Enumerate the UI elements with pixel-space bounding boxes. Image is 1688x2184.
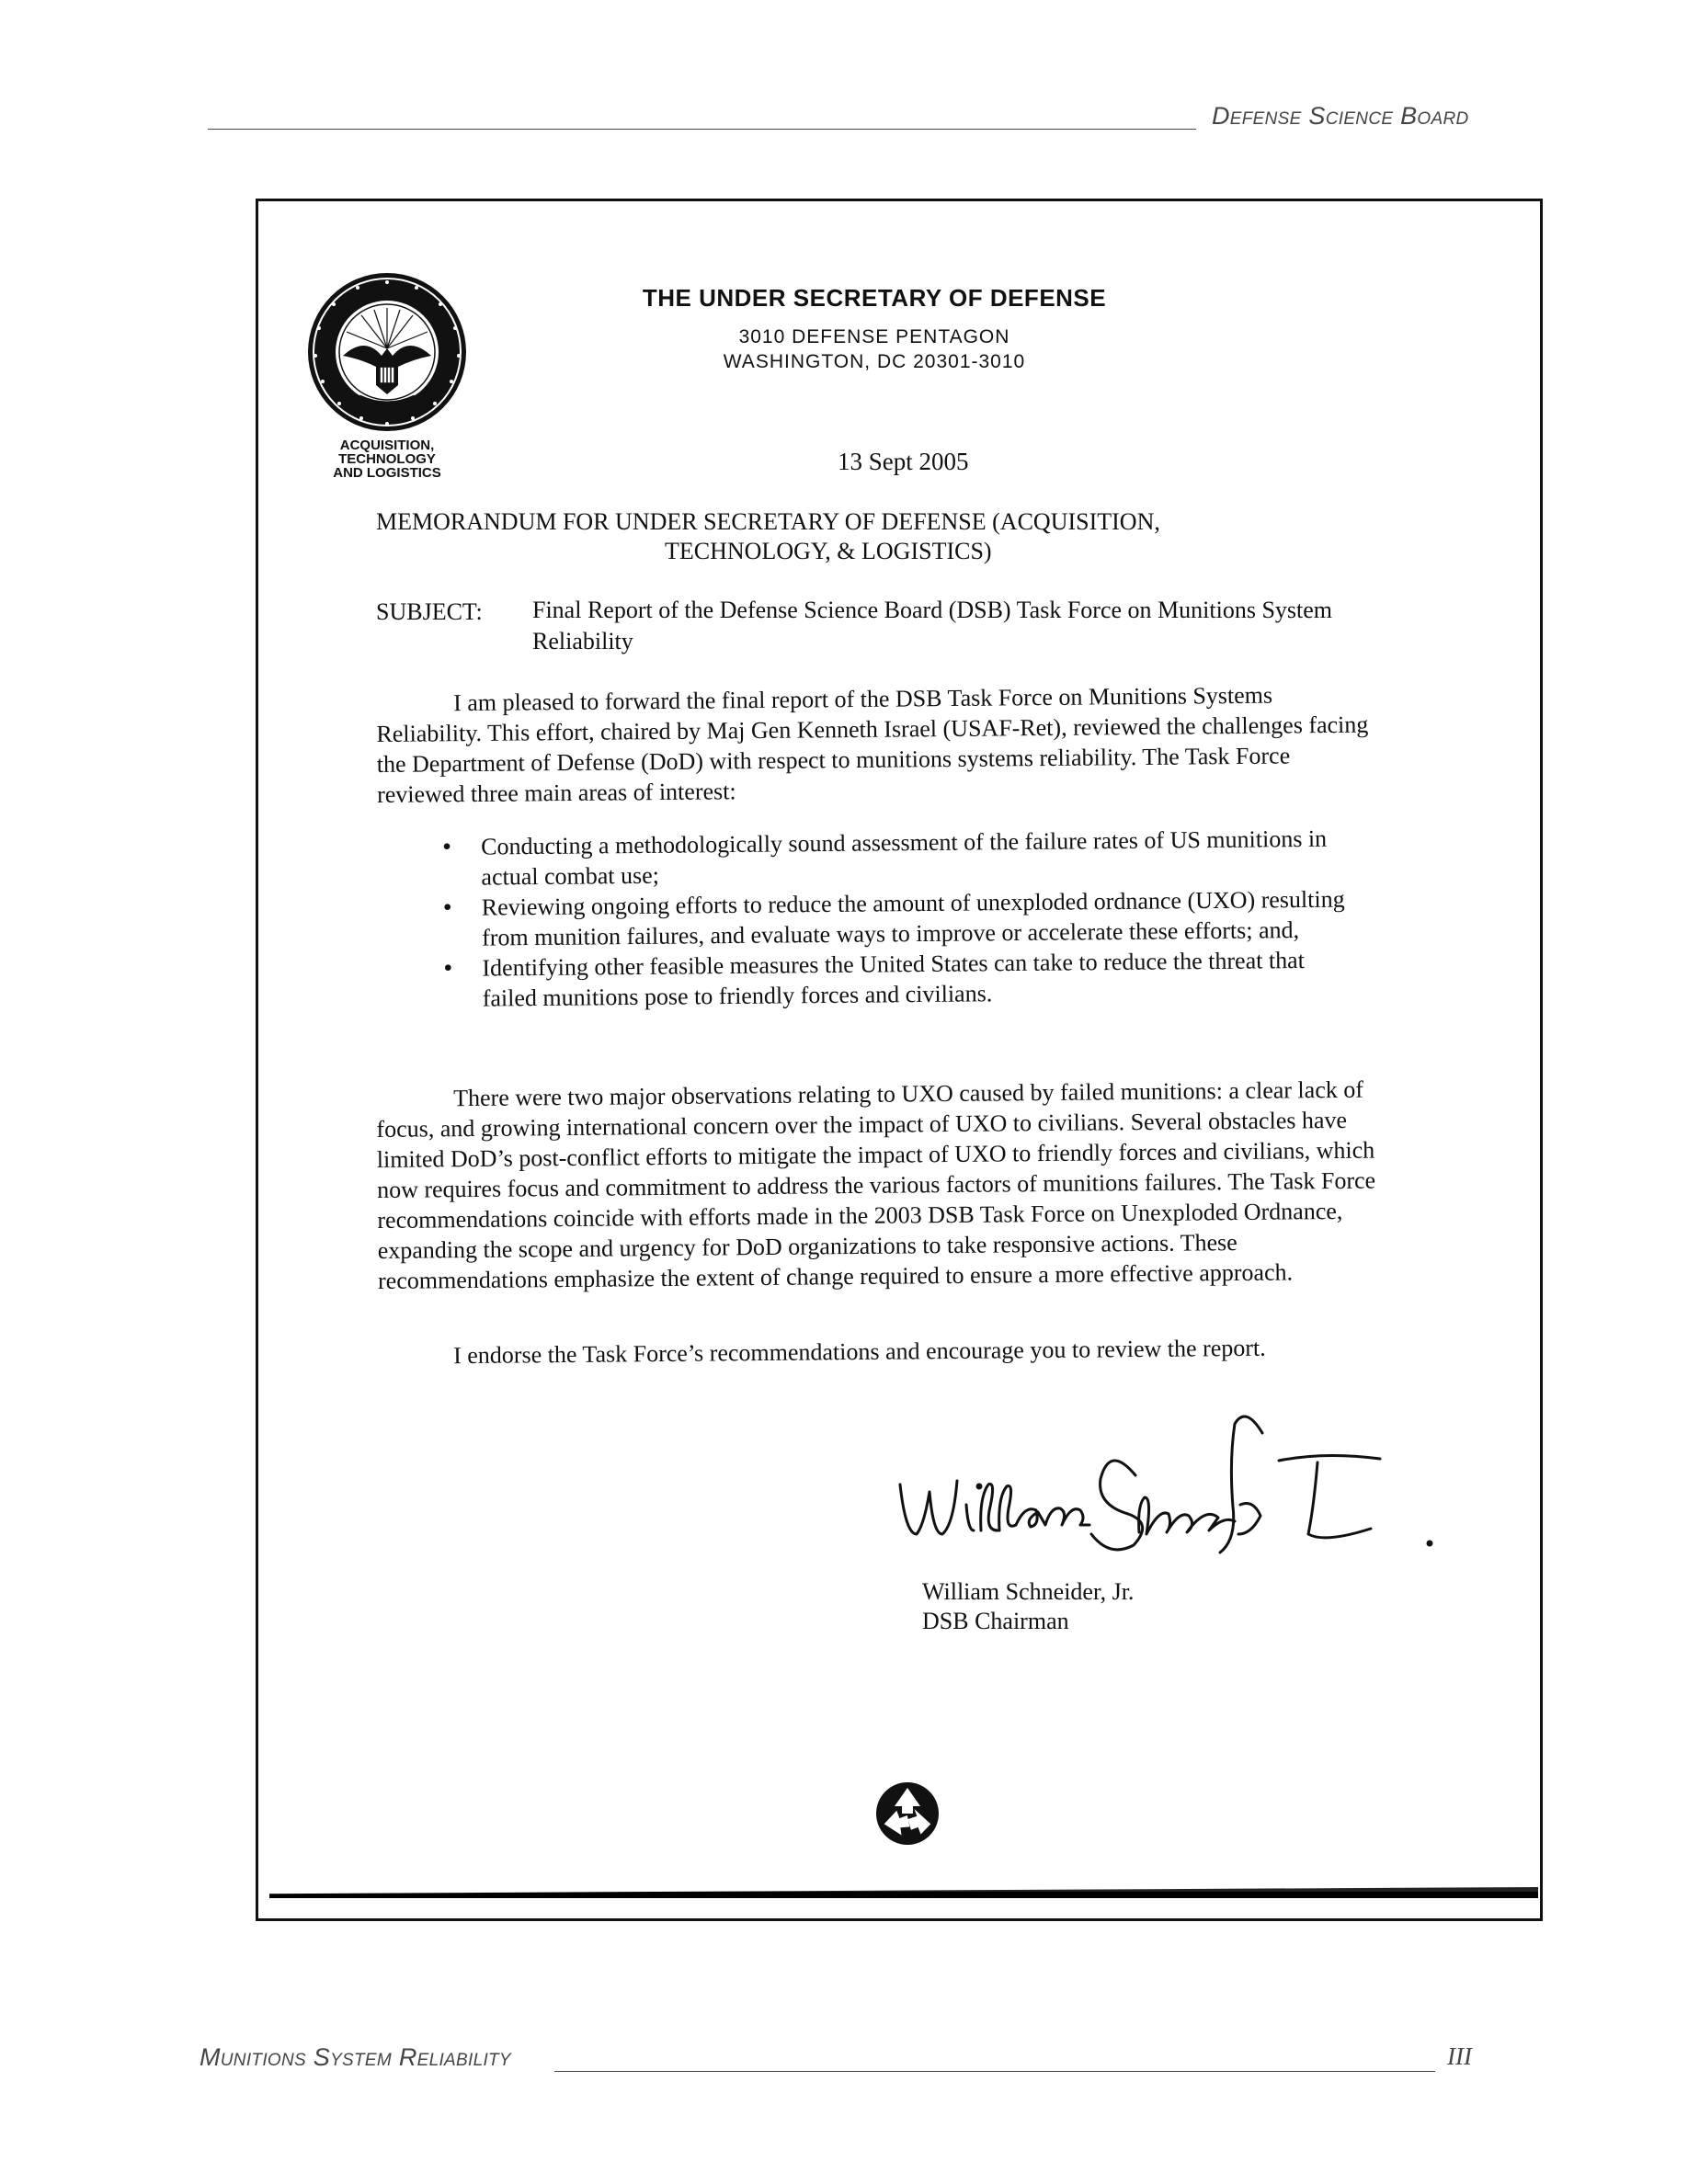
letterhead-address-line: 3010 DEFENSE PENTAGON [738, 326, 1010, 347]
office-line: TECHNOLOGY [338, 451, 436, 467]
office-line: ACQUISITION, [339, 438, 435, 453]
dod-seal-icon [306, 271, 468, 433]
header-rule [208, 129, 1196, 130]
memo-for-line: MEMORANDUM FOR UNDER SECRETARY OF DEFENSE (ACQUISITION, [376, 508, 1160, 535]
interest-areas-list [442, 823, 1363, 1014]
letterhead-address-line: WASHINGTON, DC 20301-3010 [723, 351, 1026, 372]
subject-label: SUBJECT: [376, 598, 483, 625]
letter-bottom-rule [269, 1887, 1538, 1898]
list-item: • Identifying other feasible measures the United States can take to reduce the threat that failed munitions pose to friendly forces and civilians. [443, 944, 1363, 1014]
list-item: • Reviewing ongoing efforts to reduce the amount of unexploded ordnance (UXO) resulting from munition failures, and evaluate ways to improve or accelerate these efforts; and, [443, 883, 1363, 953]
signer-title: DSB Chairman [922, 1608, 1069, 1634]
office-line: AND LOGISTICS [333, 465, 441, 481]
body-paragraph: I am pleased to forward the final report of the DSB Task Force on Munitions Systems Reliability. This effort, chaired by Maj Gen Kenneth Israel (USAF-Ret), reviewed the challenges facing the Department of Defense (DoD) with respect to munitions systems reliability. The Task Force reviewed three main areas of interest: [376, 681, 1369, 808]
body-paragraph: There were two major observations relating to UXO caused by failed munitions: a clear lack of focus, and growing international concern over the impact of UXO to civilians. Several obstacles have limited DoD’s post-conflict efforts to mitigate the impact of UXO to friendly forces and civilians, which now requires focus and commitment to address the various factors of munitions failures. The Task Force recommendations coincide with efforts made in the 2003 DSB Task Force on Unexploded Ordnance, expanding the scope and urgency for DoD organizations to take responsive actions. These recommendations emphasize the extent of change required to ensure a more effective approach. [376, 1075, 1376, 1294]
page-number: III [1447, 2042, 1472, 2070]
letterhead-title: THE UNDER SECRETARY OF DEFENSE [642, 284, 1107, 312]
signer-name: William Schneider, Jr. [922, 1578, 1135, 1605]
list-item: • Conducting a methodologically sound assessment of the failure rates of US munitions in actual combat use; [442, 823, 1363, 893]
subject-text: Final Report of the Defense Science Board (DSB) Task Force on Munitions System Reliability [532, 597, 1333, 654]
handwritten-signature [893, 1396, 1463, 1580]
memo-date: 13 Sept 2005 [838, 448, 969, 475]
memorandum-letter [256, 199, 1543, 1921]
office-designation [306, 438, 468, 480]
footer-rule [554, 2071, 1435, 2072]
body-paragraph: I endorse the Task Force’s recommendations and encourage you to review the report. [453, 1334, 1266, 1370]
memo-for-line: TECHNOLOGY, & LOGISTICS) [665, 538, 992, 564]
running-footer: Munitions System Reliability [200, 2043, 511, 2071]
running-header: Defense Science Board [1212, 102, 1469, 130]
recycle-icon [873, 1779, 942, 1848]
